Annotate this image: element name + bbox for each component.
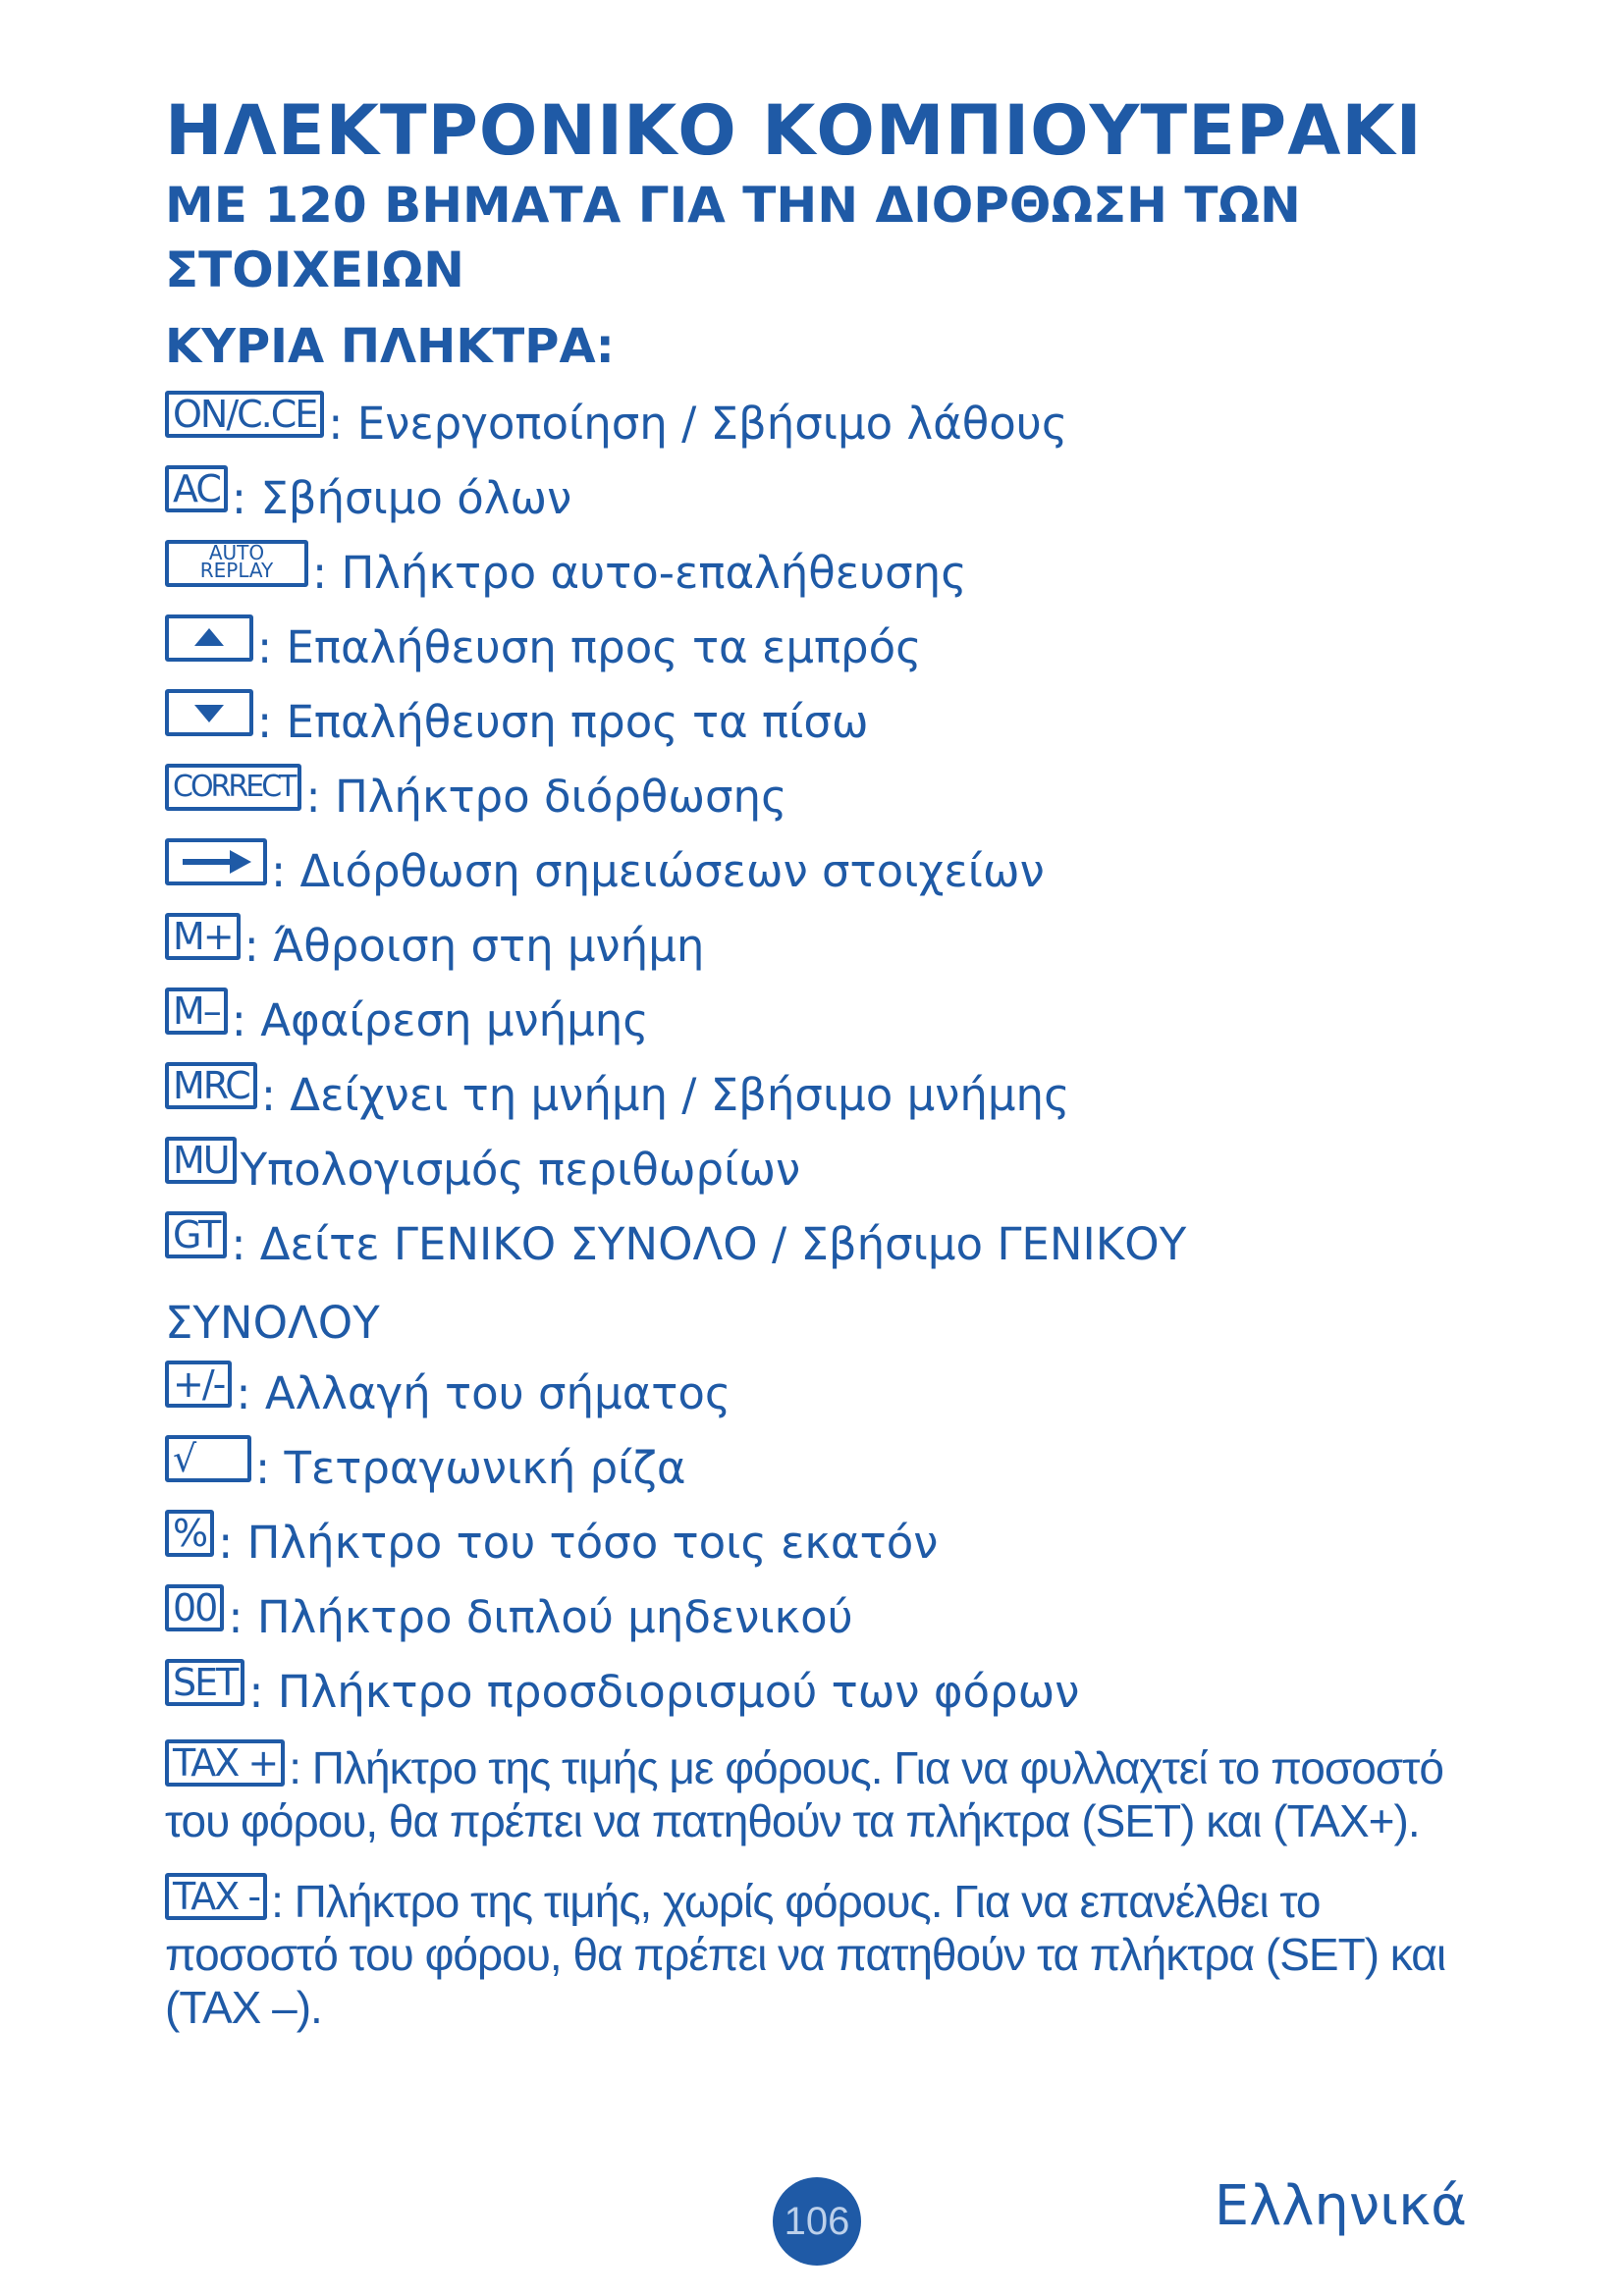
section-title: ΚΥΡΙΑ ΠΛΗΚΤΡΑ: <box>165 319 615 374</box>
tax-minus-key: TAX - <box>165 1873 267 1920</box>
key-description: Υπολογισμός περιθωρίων <box>240 1144 801 1196</box>
tax-minus-paragraph <box>165 1875 1481 2034</box>
right-arrow-icon <box>165 838 267 885</box>
key-description: : Άθροιση στη μνήμη <box>244 920 705 972</box>
key-list <box>165 387 1481 2034</box>
key-row-m-minus <box>165 984 1481 1058</box>
ac-key: AC <box>165 465 228 512</box>
key-description: : Αλλαγή του σήματος <box>236 1367 731 1419</box>
language-label: Ελληνικά <box>1214 2174 1467 2238</box>
key-row-down <box>165 685 1481 760</box>
page-subtitle-line1: ΜΕ 120 ΒΗΜΑΤΑ ΓΙΑ ΤΗΝ ΔΙΟΡΘΩΣΗ ΤΩΝ <box>165 177 1301 234</box>
double-zero-key: 00 <box>165 1584 224 1631</box>
key-row-mrc <box>165 1058 1481 1133</box>
mu-key: MU <box>165 1137 237 1184</box>
key-row-gt <box>165 1207 1481 1282</box>
key-row-plus-minus <box>165 1357 1481 1431</box>
key-description: : Πλήκτρο προσδιορισμού των φόρων <box>248 1666 1080 1718</box>
key-description: : Αφαίρεση μνήμης <box>231 994 649 1046</box>
key-description: : Σβήσιμο όλων <box>231 472 572 524</box>
key-description: : Διόρθωση σημειώσεων στοιχείων <box>271 845 1045 897</box>
key-row-set <box>165 1655 1481 1730</box>
key-row-right <box>165 834 1481 909</box>
key-row-auto-replay <box>165 536 1481 611</box>
on-c-ce-key: ON/C.CE <box>165 391 324 438</box>
key-description: : Πλήκτρο διπλού μηδενικού <box>228 1591 853 1643</box>
down-arrow-icon <box>165 689 253 736</box>
key-row-percent <box>165 1506 1481 1580</box>
key-description: : Επαλήθευση προς τα εμπρός <box>257 621 922 673</box>
tax-plus-key: TAX + <box>165 1739 285 1787</box>
key-description: : Πλήκτρο διόρθωσης <box>305 771 787 823</box>
key-description: : Επαλήθευση προς τα πίσω <box>257 696 869 748</box>
tax-plus-paragraph <box>165 1741 1481 1847</box>
auto-replay-key: AUTO REPLAY <box>165 540 308 587</box>
tax-minus-description: : Πλήκτρο της τιμής, χωρίς φόρους. Για να επανέλθει το ποσοστό του φόρου, θα πρέπει να πατηθούν τα πλήκτρα (SET) και (TAX –). <box>165 1876 1446 2033</box>
page-title: ΗΛΕΚΤΡΟΝΙΚΟ ΚΟΜΠΙΟΥΤΕΡΑΚΙ <box>165 90 1423 171</box>
page-subtitle-line2: ΣΤΟΙΧΕΙΩΝ <box>165 241 465 298</box>
key-description: : Δείτε ΓΕΝΙΚΟ ΣΥΝΟΛΟ / Σβήσιμο ΓΕΝΙΚΟΥ <box>231 1218 1187 1270</box>
page-content <box>165 88 1481 2034</box>
key-row-m-plus <box>165 909 1481 984</box>
key-row-sqrt <box>165 1431 1481 1506</box>
page-number: 106 <box>773 2177 861 2266</box>
key-description: : Ενεργοποίηση / Σβήσιμο λάθους <box>328 398 1068 450</box>
m-plus-key: M+ <box>165 913 241 960</box>
plus-minus-key: +/- <box>165 1361 232 1408</box>
gt-description-wrap: ΣΥΝΟΛΟΥ <box>165 1297 380 1349</box>
key-row-ac <box>165 461 1481 536</box>
key-row-on-c-ce <box>165 387 1481 461</box>
key-description: : Τετραγωνική ρίζα <box>255 1442 686 1494</box>
correct-key: CORRECT <box>165 764 301 811</box>
square-root-key: √ <box>165 1435 251 1482</box>
set-key: SET <box>165 1659 244 1706</box>
key-description: : Δείχνει τη μνήμη / Σβήσιμο μνήμης <box>260 1069 1070 1121</box>
key-row-up <box>165 611 1481 685</box>
key-row-correct <box>165 760 1481 834</box>
percent-key: % <box>165 1510 214 1557</box>
key-description: : Πλήκτρο αυτο-επαλήθευσης <box>312 547 967 599</box>
up-arrow-icon <box>165 614 253 662</box>
key-row-mu <box>165 1133 1481 1207</box>
tax-plus-description: : Πλήκτρο της τιμής με φόρους. Για να φυλλαχτεί το ποσοστό του φόρου, θα πρέπει να πατηθούν τα πλήκτρα (SET) και (TAX+). <box>165 1742 1443 1846</box>
mrc-key: MRC <box>165 1062 257 1109</box>
m-minus-key: M– <box>165 988 228 1035</box>
key-description: : Πλήκτρο του τόσο τοις εκατόν <box>218 1517 939 1569</box>
key-row-double-zero <box>165 1580 1481 1655</box>
gt-key: GT <box>165 1211 227 1258</box>
